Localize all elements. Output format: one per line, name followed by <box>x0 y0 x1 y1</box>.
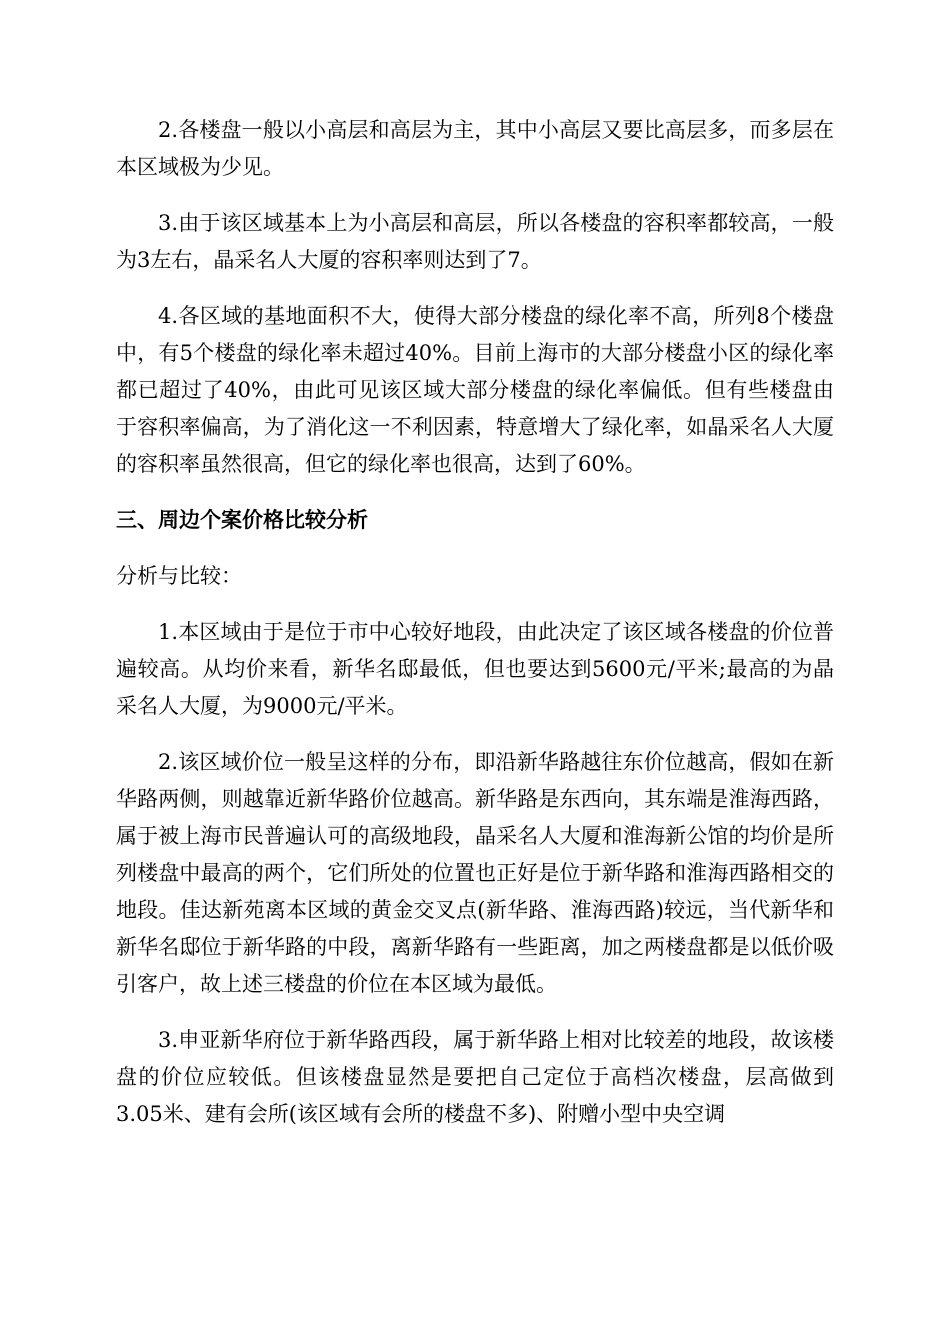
document-page <box>116 112 834 1152</box>
paragraph-building-height: 2.各楼盘一般以小高层和高层为主，其中小高层又要比高层多，而多层在本区域极为少见。 <box>116 118 834 179</box>
paragraph-greening-rate: 4.各区域的基地面积不大，使得大部分楼盘的绿化率不高，所列8个楼盘中，有5个楼盘的绿化率未超过40%。目前上海市的大部分楼盘小区的绿化率都已超过了40%，由此可见该区域大部分楼盘的绿化率偏低。但有些楼盘由于容积率偏高，为了消化这一不利因素，特意增大了绿化率，如晶采名人大厦的容积率虽然很高，但它的绿化率也很高，达到了60%。 <box>116 304 834 476</box>
paragraph-plot-ratio: 3.由于该区域基本上为小高层和高层，所以各楼盘的容积率都较高，一般为3左右，晶采名人大厦的容积率则达到了7。 <box>116 211 834 272</box>
paragraph-price-distribution: 2.该区域价位一般呈这样的分布，即沿新华路越往东价位越高，假如在新华路两侧，则越靠近新华路价位越高。新华路是东西向，其东端是淮海西路，属于被上海市民普遍认可的高级地段，晶采名人大厦和淮海新公馆的均价是所列楼盘中最高的两个，它们所处的位置也正好是位于新华路和淮海西路相交的地段。佳达新苑离本区域的黄金交叉点(新华路、淮海西路)较远，当代新华和新华名邸位于新华路的中段，离新华路有一些距离，加之两楼盘都是以低价吸引客户，故上述三楼盘的价位在本区域为最低。 <box>116 750 834 996</box>
section-heading-price-analysis: 三、周边个案价格比较分析 <box>116 508 368 532</box>
subheading-analysis: 分析与比较： <box>116 564 242 588</box>
paragraph-shenya-xinhuafu: 3.申亚新华府位于新华路西段，属于新华路上相对比较差的地段，故该楼盘的价位应较低。但该楼盘显然是要把自己定位于高档次楼盘，层高做到3.05米、建有会所(该区域有会所的楼盘不多)、附赠小型中央空调 <box>116 1028 834 1126</box>
paragraph-price-level: 1.本区域由于是位于市中心较好地段，由此决定了该区域各楼盘的价位普遍较高。从均价来看，新华名邸最低，但也要达到5600元/平米;最高的为晶采名人大厦，为9000元/平米。 <box>116 620 834 718</box>
